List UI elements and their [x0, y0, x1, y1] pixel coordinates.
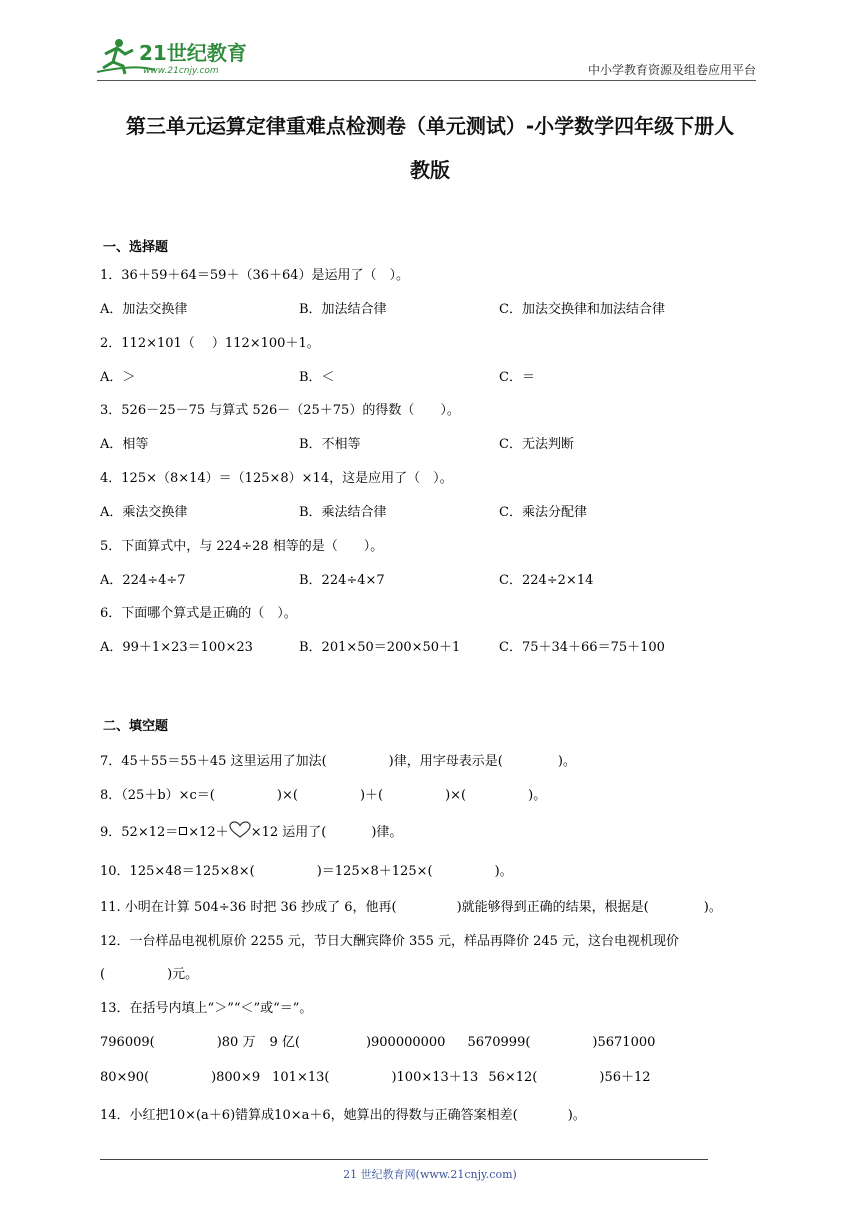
q9-part4: )律。: [371, 825, 403, 840]
q3-option-c: C．无法判断: [499, 437, 574, 452]
q14-expr-1: 10×(a＋6): [168, 1108, 236, 1123]
q9-part1: 9．52×12＝: [100, 825, 179, 840]
q14-expr-2: 10×a＋6: [274, 1108, 331, 1123]
question-13-stem: 13．在括号内填上“＞”“＜”或“＝”。: [100, 1001, 313, 1016]
q10-part3: )。: [494, 864, 513, 879]
q14-part2: 错算成: [235, 1108, 275, 1123]
question-7: [100, 750, 576, 769]
q13-r1-d: )900000000: [365, 1035, 446, 1050]
q6-option-c: C．75＋34＋66＝75＋100: [499, 640, 665, 655]
q8-part1: 8．（25＋b）×c＝(: [100, 788, 215, 803]
q12-part1: (: [100, 967, 106, 982]
question-11: [100, 896, 722, 915]
header-divider: [97, 80, 756, 81]
q13-r2-a: 80×90(: [100, 1070, 150, 1085]
q8-part5: )。: [528, 788, 547, 803]
question-6-stem: 6．下面哪个算式是正确的（ ）。: [100, 606, 297, 621]
q1-option-a: A．加法交换律: [100, 302, 188, 317]
q8-part2: )×(: [276, 788, 298, 803]
section-choice-heading: 一、选择题: [103, 240, 169, 255]
question-3-stem: 3．526－25－75 与算式 526－（25＋75）的得数（ ）。: [100, 403, 460, 418]
q13-r2-b: )800×9: [211, 1070, 261, 1085]
page-title-line2: 教版: [410, 158, 450, 182]
q4-option-b: B．乘法结合律: [299, 505, 387, 520]
q13-row-2: [100, 1066, 651, 1085]
q11-part2: )就能够得到正确的结果，根据是(: [456, 900, 649, 915]
q11-part3: )。: [703, 900, 722, 915]
q9-part2: ×12＋: [188, 825, 229, 840]
q1-option-b: B．加法结合律: [299, 302, 387, 317]
question-4-stem: 4．125×（8×14）＝（125×8）×14，这是应用了（ ）。: [100, 471, 453, 486]
q8-part3: )＋(: [359, 788, 384, 803]
footer-divider: [100, 1159, 708, 1160]
q13-r2-c: 101×13(: [272, 1070, 330, 1085]
q7-part1: 7．45＋55＝55＋45 这里运用了加法(: [100, 754, 327, 769]
question-10: [100, 860, 513, 879]
question-1-stem: 1．36＋59＋64＝59＋（36＋64）是运用了（ ）。: [100, 268, 410, 283]
q14-part3: ，她算出的得数与正确答案相差(: [330, 1108, 518, 1123]
q13-r1-e: 5670999(: [467, 1035, 531, 1050]
q8-part4: )×(: [445, 788, 467, 803]
q3-option-b: B．不相等: [299, 437, 361, 452]
question-12-line1: 12．一台样品电视机原价 2255 元，节日大酬宾降价 355 元，样品再降价 245 元，这台电视机现价: [100, 934, 680, 949]
q4-option-a: A．乘法交换律: [100, 505, 188, 520]
logo-main: 21世纪教育: [139, 41, 247, 65]
q2-option-c: C．＝: [499, 370, 535, 385]
page-title-line1: 第三单元运算定律重难点检测卷（单元测试）-小学数学四年级下册人: [125, 114, 735, 138]
q10-part1: 10．125×48＝125×8×(: [100, 864, 255, 879]
q5-option-c: C．224÷2×14: [499, 573, 594, 588]
q13-r1-f: )5671000: [592, 1035, 656, 1050]
q13-r2-f: )56＋12: [599, 1070, 651, 1085]
question-8: [100, 784, 546, 803]
q14-part1: 14．小红把: [100, 1108, 169, 1123]
question-2-stem: 2．112×101（ ）112×100＋1。: [100, 336, 320, 351]
q3-option-a: A．相等: [100, 437, 149, 452]
q13-r1-c: 9 亿(: [269, 1035, 300, 1050]
q4-option-c: C．乘法分配律: [499, 505, 587, 520]
q13-r1-b: )80 万: [216, 1035, 256, 1050]
q13-r1-a: 796009(: [100, 1035, 155, 1050]
header-right-text: 中小学教育资源及组卷应用平台: [587, 63, 756, 77]
question-14: [100, 1104, 586, 1123]
logo-sub: www.21cnjy.com: [143, 66, 219, 76]
q13-r2-d: )100×13＋13: [391, 1070, 479, 1085]
q11-part1: 11. 小明在计算 504÷36 时把 36 抄成了 6，他再(: [100, 900, 397, 915]
q2-option-b: B．＜: [299, 370, 335, 385]
q13-r2-e: 56×12(: [488, 1070, 538, 1085]
q14-part4: )。: [567, 1108, 586, 1123]
q5-option-a: A．224÷4÷7: [100, 573, 186, 588]
q9-part3: ×12 运用了(: [250, 825, 327, 840]
site-logo: [95, 34, 265, 78]
q2-option-a: A．＞: [100, 370, 136, 385]
heart-icon: [229, 821, 251, 839]
footer-link[interactable]: 21 世纪教育网(www.21cnjy.com): [343, 1168, 517, 1181]
q6-option-b: B．201×50＝200×50＋1: [299, 640, 461, 655]
q6-option-a: A．99＋1×23＝100×23: [100, 640, 253, 655]
q13-row-1: [100, 1031, 655, 1050]
q12-part2: )元。: [167, 967, 199, 982]
question-5-stem: 5．下面算式中，与 224÷28 相等的是（ ）。: [100, 539, 384, 554]
question-12-line2: [100, 963, 198, 982]
q10-part2: )＝125×8＋125×(: [316, 864, 433, 879]
q1-option-c: C．加法交换律和加法结合律: [499, 302, 665, 317]
section-fill-heading: 二、填空题: [103, 719, 169, 734]
q7-part3: )。: [557, 754, 576, 769]
square-icon: [179, 827, 187, 835]
question-9: [100, 821, 402, 840]
q7-part2: )律，用字母表示是(: [388, 754, 503, 769]
q5-option-b: B．224÷4×7: [299, 573, 385, 588]
